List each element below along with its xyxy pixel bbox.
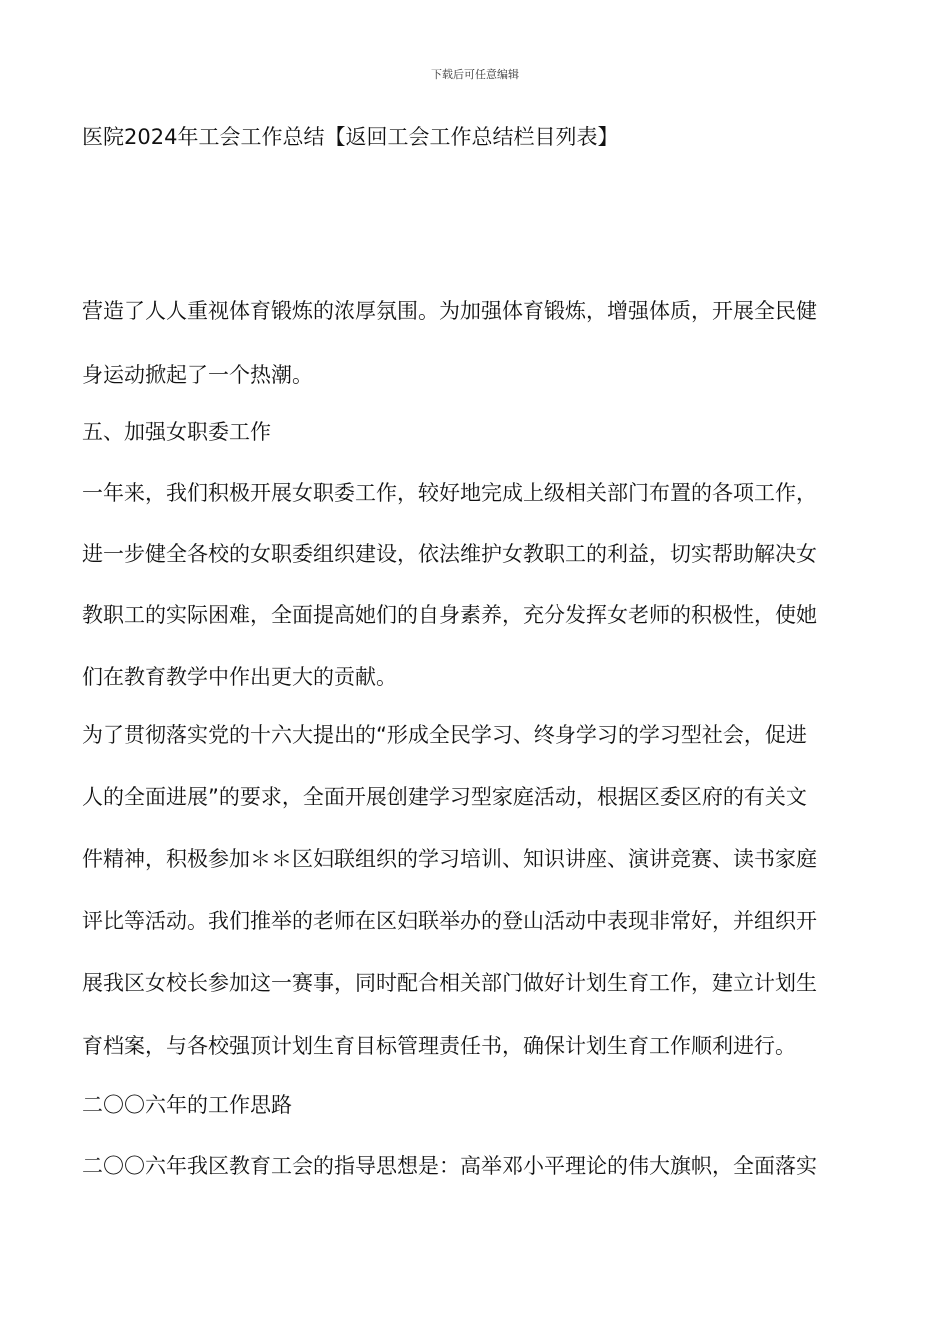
- paragraph-line: 们在教育教学中作出更大的贡献。: [82, 665, 397, 689]
- paragraph-line: 一年来，我们积极开展女职委工作，较好地完成上级相关部门布置的各项工作，: [82, 481, 817, 505]
- paragraph-line: 身运动掀起了一个热潮。: [82, 363, 313, 387]
- document-title: 医院2024年工会工作总结【返回工会工作总结栏目列表】: [82, 125, 619, 149]
- section-heading: 五、加强女职委工作: [82, 420, 271, 444]
- paragraph-line: 人的全面进展”的要求，全面开展创建学习型家庭活动，根据区委区府的有关文: [82, 785, 807, 809]
- paragraph-line: 二〇〇六年我区教育工会的指导思想是：高举邓小平理论的伟大旗帜，全面落实: [82, 1154, 817, 1178]
- paragraph-line: 营造了人人重视体育锻炼的浓厚氛围。为加强体育锻炼，增强体质，开展全民健: [82, 299, 817, 323]
- paragraph-line: 进一步健全各校的女职委组织建设，依法维护女教职工的利益，切实帮助解决女: [82, 542, 817, 566]
- paragraph-line: 教职工的实际困难，全面提高她们的自身素养，充分发挥女老师的积极性，使她: [82, 603, 817, 627]
- section-heading: 二〇〇六年的工作思路: [82, 1093, 292, 1117]
- paragraph-line: 件精神，积极参加＊＊区妇联组织的学习培训、知识讲座、演讲竞赛、读书家庭: [82, 847, 817, 871]
- paragraph-line: 评比等活动。我们推举的老师在区妇联举办的登山活动中表现非常好，并组织开: [82, 909, 817, 933]
- paragraph-line: 为了贯彻落实党的十六大提出的“形成全民学习、终身学习的学习型社会，促进: [82, 723, 807, 747]
- header-note: 下载后可任意编辑: [431, 68, 519, 81]
- paragraph-line: 展我区女校长参加这一赛事，同时配合相关部门做好计划生育工作，建立计划生: [82, 971, 817, 995]
- paragraph-line: 育档案，与各校强顶计划生育目标管理责任书，确保计划生育工作顺利进行。: [82, 1034, 796, 1058]
